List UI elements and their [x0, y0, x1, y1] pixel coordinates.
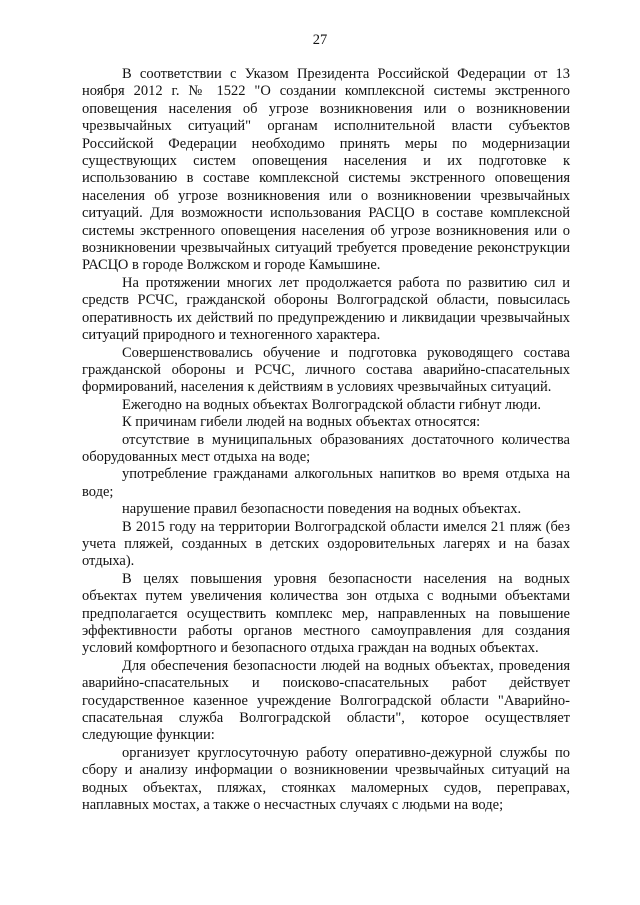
- paragraph-cause-safety-violations: нарушение правил безопасности поведения на водных объектах.: [122, 501, 522, 518]
- page-number: 27: [312, 32, 328, 48]
- paragraph-rschs-development: На протяжении многих лет продолжается работа по развитию сил и средств РСЧС, гражданской обороны Волгоградской области, повысилась оперативность их действий по предупреждению и ликвидации чрезвычайных ситуаций природного и техногенного характера.: [82, 274, 570, 344]
- paragraph-duty-service-function: организует круглосуточную работу оперативно-дежурной службы по сбору и анализу информации о возникновении чрезвычайных ситуаций на водных объектах, пляжах, стоянках маломерных судов, переправах, наплавных мостах, а также о несчастных случаях с людьми на воде;: [82, 744, 570, 814]
- paragraph-rescue-service: Для обеспечения безопасности людей на водных объектах, проведения аварийно-спасательных и поисково-спасательных работ действует государственное казенное учреждение Волгоградской области "Аварийно-спасательная служба Волгоградской области", которое осуществляет следующие функции:: [82, 657, 570, 744]
- paragraph-safety-measures: В целях повышения уровня безопасности населения на водных объектах путем увеличения количества зон отдыха с водными объектами предполагается осуществить комплекс мер, направленных на повышение эффективности работы органов местного самоуправления для создания условий комфортного и безопасного отдыха граждан на водных объектах.: [82, 570, 570, 657]
- paragraph-beaches-2015: В 2015 году на территории Волгоградской области имелся 21 пляж (без учета пляжей, созданных в детских оздоровительных лагерях и на базах отдыха).: [82, 518, 570, 570]
- paragraph-decree-notification-system: В соответствии с Указом Президента Российской Федерации от 13 ноября 2012 г. № 1522 "О создании комплексной системы экстренного оповещения населения об угрозе возникновения или о возникновении чрезвычайных ситуаций" органам исполнительной власти субъектов Российской Федерации необходимо принять меры по модернизации существующих систем оповещения населения и их подготовке к использованию в составе комплексной системы экстренного оповещения населения об угрозе возникновения или о возникновении чрезвычайных ситуаций. Для возможности использования РАСЦО в составе комплексной системы экстренного оповещения населения об угрозе возникновения или о возникновении чрезвычайных ситуаций требуется проведение реконструкции РАСЦО в городе Волжском и городе Камышине.: [82, 66, 570, 274]
- paragraph-causes-intro: К причинам гибели людей на водных объектах относятся:: [122, 414, 481, 431]
- paragraph-training-improvement: Совершенствовались обучение и подготовка руководящего состава гражданской обороны и РСЧС, личного состава аварийно-спасательных формирований, населения к действиям в условиях чрезвычайных ситуаций.: [82, 344, 570, 396]
- paragraph-annual-water-deaths: Ежегодно на водных объектах Волгоградской области гибнут люди.: [122, 396, 542, 413]
- paragraph-cause-lack-of-places: отсутствие в муниципальных образованиях достаточного количества оборудованных мест отдыха на воде;: [82, 431, 570, 465]
- body-text: [82, 66, 570, 814]
- paragraph-cause-alcohol: употребление гражданами алкогольных напитков во время отдыха на воде;: [82, 466, 570, 500]
